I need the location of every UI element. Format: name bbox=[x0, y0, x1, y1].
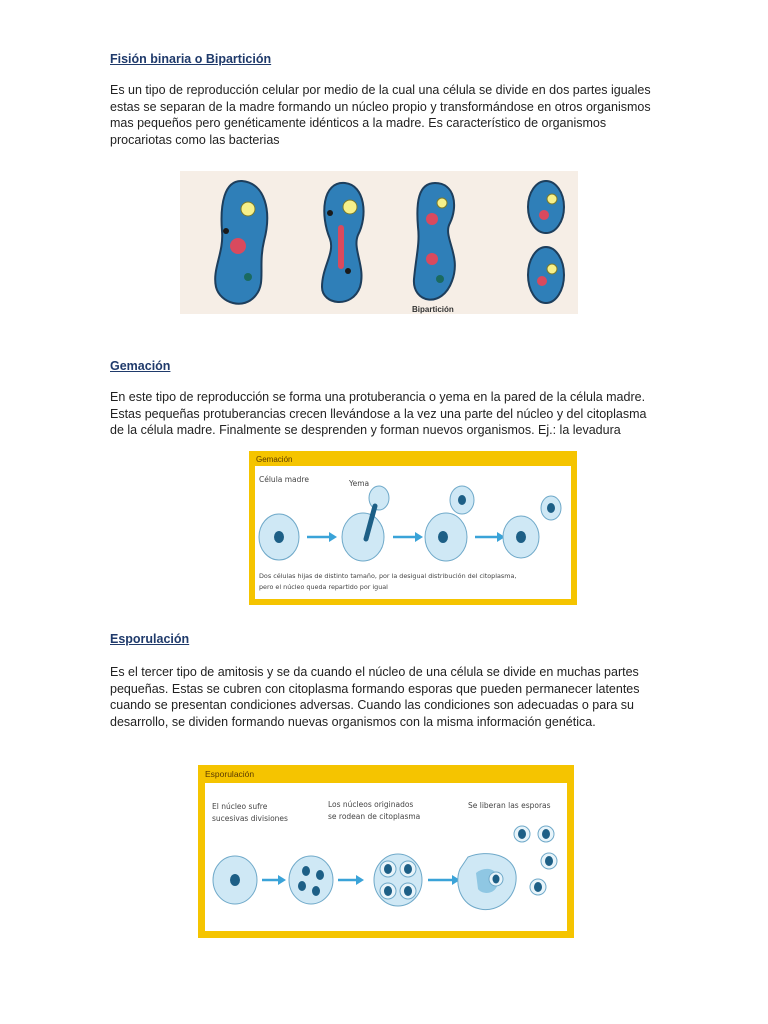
label-yema: Yema bbox=[349, 479, 370, 488]
spore-cell-3 bbox=[374, 854, 422, 906]
label-esporulacion-3: Se liberan las esporas bbox=[468, 801, 551, 810]
figure-header-gemacion: Gemación bbox=[256, 455, 293, 464]
section-title-fision: Fisión binaria o Bipartición bbox=[110, 52, 272, 66]
label-celula-madre: Célula madre bbox=[259, 475, 309, 484]
section-text-esporulacion: Es el tercer tipo de amitosis y se da cuando el núcleo de una célula se divide en muchas partes pequeñas. Estas se cubren con citoplasma formando esporas que pueden permanecer latentes cuando se presentan condiciones adversas. Cuando las condiciones son adecuadas o para su desarrollo, se dividen formando nuevas organismos con la misma información genética. bbox=[110, 665, 640, 729]
note-gemacion-1: Dos células hijas de distinto tamaño, por la desigual distribución del citoplasma, bbox=[259, 572, 517, 580]
section-text-gemacion: En este tipo de reproducción se forma una protuberancia o yema en la pared de la célula madre. Estas pequeñas protuberancias crecen llevándose a la vez una parte del núcleo y del citoplasma de la célula madre. Finalmente se desprenden y forman nuevos organismos. Ej.: la levadura bbox=[110, 390, 647, 437]
figure-biparticion bbox=[180, 171, 578, 314]
label-esporulacion-1a: El núcleo sufre bbox=[212, 802, 268, 811]
paramecium-cell-1 bbox=[215, 181, 267, 304]
section-text-fision: Es un tipo de reproducción celular por medio de la cual una célula se divide en dos partes iguales estas se separan de la madre formando un núcleo propio y transformándose en otros organismos mas pequeños pero genéticamente idénticos a la madre. Es característico de organismos procariotas como las bacterias bbox=[110, 83, 651, 147]
section-title-gemacion: Gemación bbox=[110, 359, 171, 373]
figure-caption-biparticion: Bipartición bbox=[412, 305, 454, 314]
note-gemacion-2: pero el núcleo queda repartido por igual bbox=[259, 583, 388, 591]
figure-gemacion bbox=[249, 451, 577, 605]
label-esporulacion-1b: sucesivas divisiones bbox=[212, 814, 288, 823]
spore-cell-1 bbox=[213, 856, 257, 904]
paramecium-cell-3 bbox=[414, 183, 455, 300]
budding-cell-1 bbox=[259, 514, 299, 560]
label-esporulacion-2a: Los núcleos originados bbox=[328, 800, 414, 809]
spore-cell-2 bbox=[289, 856, 333, 904]
section-title-esporulacion: Esporulación bbox=[110, 632, 190, 646]
figure-header-esporulacion: Esporulación bbox=[205, 769, 255, 779]
label-esporulacion-2b: se rodean de citoplasma bbox=[328, 812, 421, 821]
figure-esporulacion bbox=[198, 765, 574, 938]
